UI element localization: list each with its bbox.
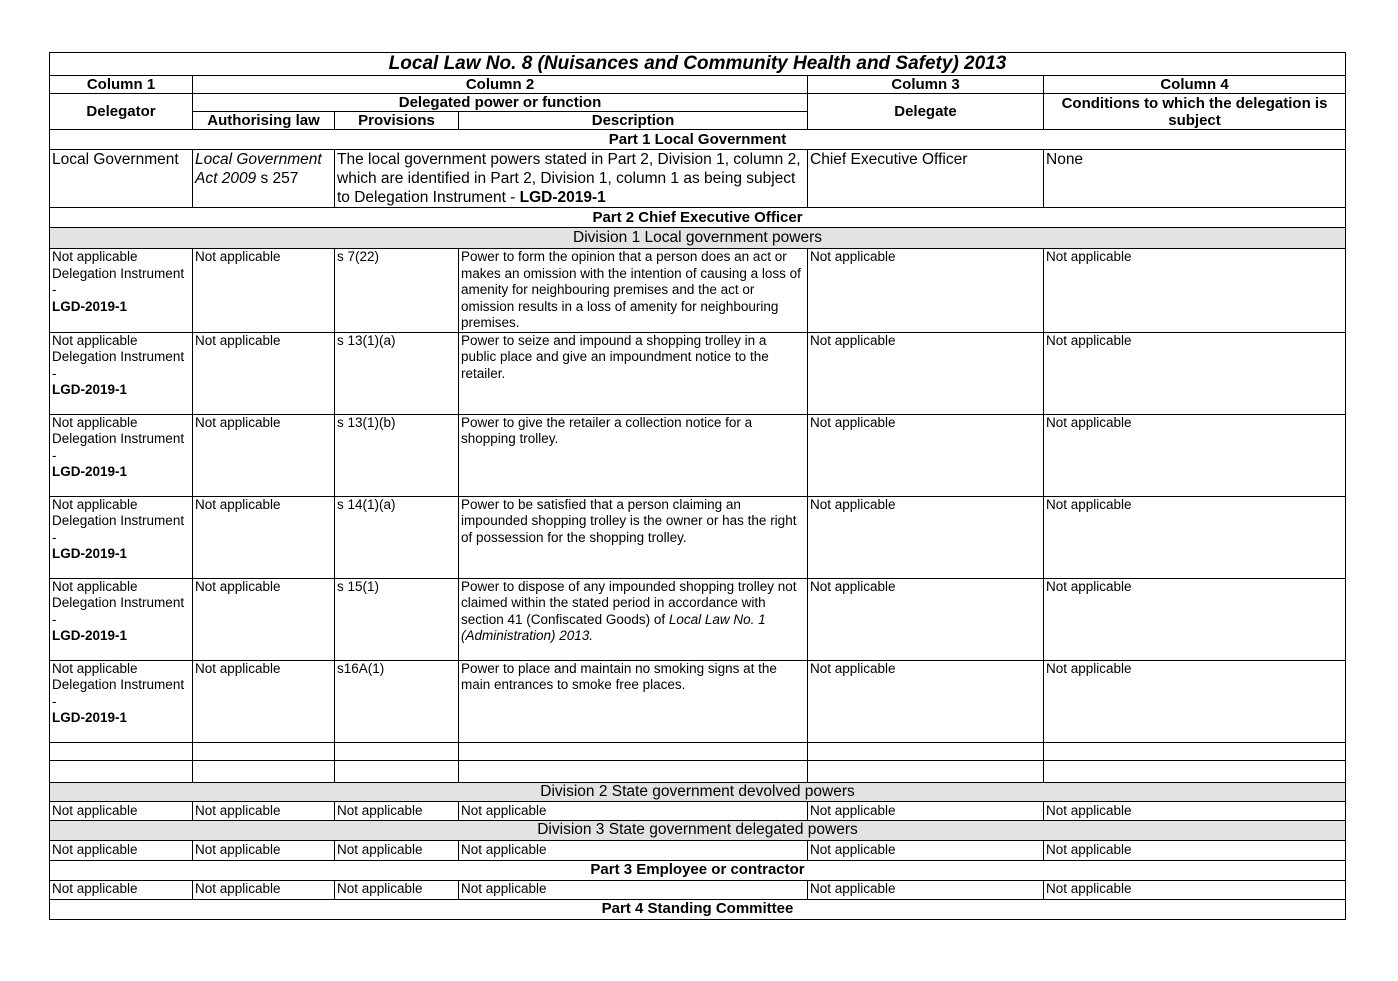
conditions-cell: Not applicable bbox=[1044, 578, 1346, 660]
delegate-cell: Not applicable bbox=[808, 660, 1044, 742]
part-2-heading-row bbox=[50, 208, 1346, 228]
delegated-power-header: Delegated power or function bbox=[193, 94, 808, 112]
description-cell: Power to seize and impound a shopping trolley in a public place and give an impoundment notice to the retailer. bbox=[459, 332, 808, 414]
act-section: s 257 bbox=[256, 170, 299, 187]
conditions-cell: Not applicable bbox=[1044, 840, 1346, 860]
provision-cell: Not applicable bbox=[335, 801, 459, 820]
provision-cell: s 15(1) bbox=[335, 578, 459, 660]
conditions-cell: Not applicable bbox=[1044, 880, 1346, 899]
provisions-header: Provisions bbox=[335, 112, 459, 130]
part-4-heading-row bbox=[50, 899, 1346, 919]
authorising-law-header: Authorising law bbox=[193, 112, 335, 130]
delegate-cell: Chief Executive Officer bbox=[808, 150, 1044, 208]
table-row bbox=[50, 801, 1346, 820]
part-1-row bbox=[50, 150, 1346, 208]
description-cell: Power to place and maintain no smoking signs at the main entrances to smoke free places. bbox=[459, 660, 808, 742]
header-row-1 bbox=[50, 94, 1346, 112]
empty-row bbox=[50, 760, 1346, 782]
table-row bbox=[50, 840, 1346, 860]
description-cell: Not applicable bbox=[459, 880, 808, 899]
authorising-law-cell: Not applicable bbox=[193, 332, 335, 414]
not-applicable-text: Not applicable bbox=[52, 249, 138, 264]
division-2-row bbox=[50, 782, 1346, 801]
column-number-row bbox=[50, 76, 1346, 94]
delegator-cell bbox=[50, 414, 193, 496]
delegate-cell: Not applicable bbox=[808, 249, 1044, 333]
delegate-cell: Not applicable bbox=[808, 840, 1044, 860]
title-row bbox=[50, 53, 1346, 76]
local-law-reference: Local Law No. 1 (Administration) 2013. bbox=[461, 611, 766, 643]
delegation-register bbox=[49, 52, 1345, 920]
provision-cell: Not applicable bbox=[335, 880, 459, 899]
authorising-law-cell: Not applicable bbox=[193, 249, 335, 333]
authorising-law-cell: Not applicable bbox=[193, 660, 335, 742]
part-3-heading: Part 3 Employee or contractor bbox=[50, 860, 1346, 880]
table-row bbox=[50, 578, 1346, 660]
division-3-row bbox=[50, 820, 1346, 840]
delegation-id: LGD-2019-1 bbox=[52, 382, 128, 397]
conditions-header: Conditions to which the delegation is subject bbox=[1044, 94, 1346, 130]
description-cell: Power to form the opinion that a person does an act or makes an omission with the intention of causing a loss of amenity for neighbouring premises and the act or omission results in a loss of amenity for neighbouring premises. bbox=[459, 249, 808, 333]
delegate-header: Delegate bbox=[808, 94, 1044, 130]
not-applicable-text: Not applicable bbox=[52, 496, 138, 512]
column-2-header: Column 2 bbox=[193, 76, 808, 94]
delegation-instrument-text: Delegation Instrument - bbox=[52, 349, 185, 381]
delegation-instrument-text: Delegation Instrument - bbox=[52, 265, 185, 297]
delegator-cell: Not applicable bbox=[50, 880, 193, 899]
delegation-id: LGD-2019-1 bbox=[519, 189, 606, 206]
delegation-id: LGD-2019-1 bbox=[52, 298, 128, 314]
conditions-cell: Not applicable bbox=[1044, 332, 1346, 414]
provision-cell: Not applicable bbox=[335, 840, 459, 860]
part-1-heading-row bbox=[50, 130, 1346, 150]
delegation-instrument-text: Delegation Instrument - bbox=[52, 431, 185, 463]
delegator-cell: Not applicable bbox=[50, 840, 193, 860]
description-text: The local government powers stated in Part 2, Division 1, column 2, which are identified in Part 2, Division 1, column 1 as being subject to Delegation Instrument - bbox=[337, 151, 801, 206]
authorising-law-cell: Not applicable bbox=[193, 496, 335, 578]
authorising-law-cell bbox=[193, 150, 335, 208]
part-1-heading: Part 1 Local Government bbox=[50, 130, 1346, 150]
delegator-cell: Not applicable bbox=[50, 801, 193, 820]
part-3-heading-row bbox=[50, 860, 1346, 880]
delegation-instrument-text: Delegation Instrument - bbox=[52, 513, 185, 545]
delegator-cell: Local Government bbox=[50, 150, 193, 208]
column-4-header: Column 4 bbox=[1044, 76, 1346, 94]
column-1-header: Column 1 bbox=[50, 76, 193, 94]
provision-cell: s 7(22) bbox=[335, 249, 459, 333]
authorising-law-cell: Not applicable bbox=[193, 880, 335, 899]
delegate-cell: Not applicable bbox=[808, 414, 1044, 496]
description-cell bbox=[335, 150, 808, 208]
delegate-cell: Not applicable bbox=[808, 332, 1044, 414]
delegation-id: LGD-2019-1 bbox=[52, 710, 128, 725]
division-2-heading: Division 2 State government devolved powers bbox=[50, 782, 1346, 801]
authorising-law-cell: Not applicable bbox=[193, 578, 335, 660]
description-cell: Not applicable bbox=[459, 840, 808, 860]
delegation-table bbox=[49, 52, 1346, 920]
provision-cell: s 13(1)(b) bbox=[335, 414, 459, 496]
delegate-cell: Not applicable bbox=[808, 880, 1044, 899]
table-row bbox=[50, 496, 1346, 578]
delegation-instrument-text: Delegation Instrument - bbox=[52, 677, 185, 709]
description-cell bbox=[459, 578, 808, 660]
conditions-cell: Not applicable bbox=[1044, 249, 1346, 333]
delegator-cell bbox=[50, 660, 193, 742]
not-applicable-text: Not applicable bbox=[52, 660, 138, 676]
description-header: Description bbox=[459, 112, 808, 130]
delegation-id: LGD-2019-1 bbox=[52, 546, 128, 561]
empty-row bbox=[50, 742, 1346, 760]
column-3-header: Column 3 bbox=[808, 76, 1044, 94]
table-row bbox=[50, 332, 1346, 414]
division-3-heading: Division 3 State government delegated powers bbox=[50, 820, 1346, 840]
conditions-cell: Not applicable bbox=[1044, 801, 1346, 820]
provision-cell: s16A(1) bbox=[335, 660, 459, 742]
description-cell: Not applicable bbox=[459, 801, 808, 820]
not-applicable-text: Not applicable bbox=[52, 578, 138, 594]
provision-cell: s 13(1)(a) bbox=[335, 332, 459, 414]
table-title: Local Law No. 8 (Nuisances and Community Health and Safety) 2013 bbox=[50, 53, 1346, 76]
provision-cell: s 14(1)(a) bbox=[335, 496, 459, 578]
delegate-cell: Not applicable bbox=[808, 578, 1044, 660]
not-applicable-text: Not applicable bbox=[52, 414, 138, 430]
act-name: Local Government Act 2009 bbox=[195, 151, 322, 187]
conditions-cell: Not applicable bbox=[1044, 414, 1346, 496]
description-text: Power to dispose of any impounded shopping trolley not claimed within the stated period in accordance with section 41 (Confiscated Goods) of bbox=[461, 578, 797, 627]
delegate-cell: Not applicable bbox=[808, 496, 1044, 578]
delegator-cell bbox=[50, 249, 193, 333]
conditions-cell: None bbox=[1044, 150, 1346, 208]
table-row bbox=[50, 414, 1346, 496]
description-cell: Power to be satisfied that a person claiming an impounded shopping trolley is the owner or has the right of possession for the shopping trolley. bbox=[459, 496, 808, 578]
delegator-header: Delegator bbox=[50, 94, 193, 130]
delegation-id: LGD-2019-1 bbox=[52, 464, 128, 479]
conditions-cell: Not applicable bbox=[1044, 496, 1346, 578]
authorising-law-cell: Not applicable bbox=[193, 840, 335, 860]
part-4-heading: Part 4 Standing Committee bbox=[50, 899, 1346, 919]
part-2-heading: Part 2 Chief Executive Officer bbox=[50, 208, 1346, 228]
table-row bbox=[50, 660, 1346, 742]
delegation-instrument-text: Delegation Instrument - bbox=[52, 595, 185, 627]
authorising-law-cell: Not applicable bbox=[193, 414, 335, 496]
not-applicable-text: Not applicable bbox=[52, 332, 138, 348]
delegator-cell bbox=[50, 332, 193, 414]
description-cell: Power to give the retailer a collection notice for a shopping trolley. bbox=[459, 414, 808, 496]
delegation-id: LGD-2019-1 bbox=[52, 628, 128, 643]
division-1-row bbox=[50, 228, 1346, 249]
table-row bbox=[50, 249, 1346, 333]
delegator-cell bbox=[50, 578, 193, 660]
authorising-law-cell: Not applicable bbox=[193, 801, 335, 820]
division-1-heading: Division 1 Local government powers bbox=[50, 228, 1346, 249]
conditions-cell: Not applicable bbox=[1044, 660, 1346, 742]
delegator-cell bbox=[50, 496, 193, 578]
delegate-cell: Not applicable bbox=[808, 801, 1044, 820]
table-row bbox=[50, 880, 1346, 899]
